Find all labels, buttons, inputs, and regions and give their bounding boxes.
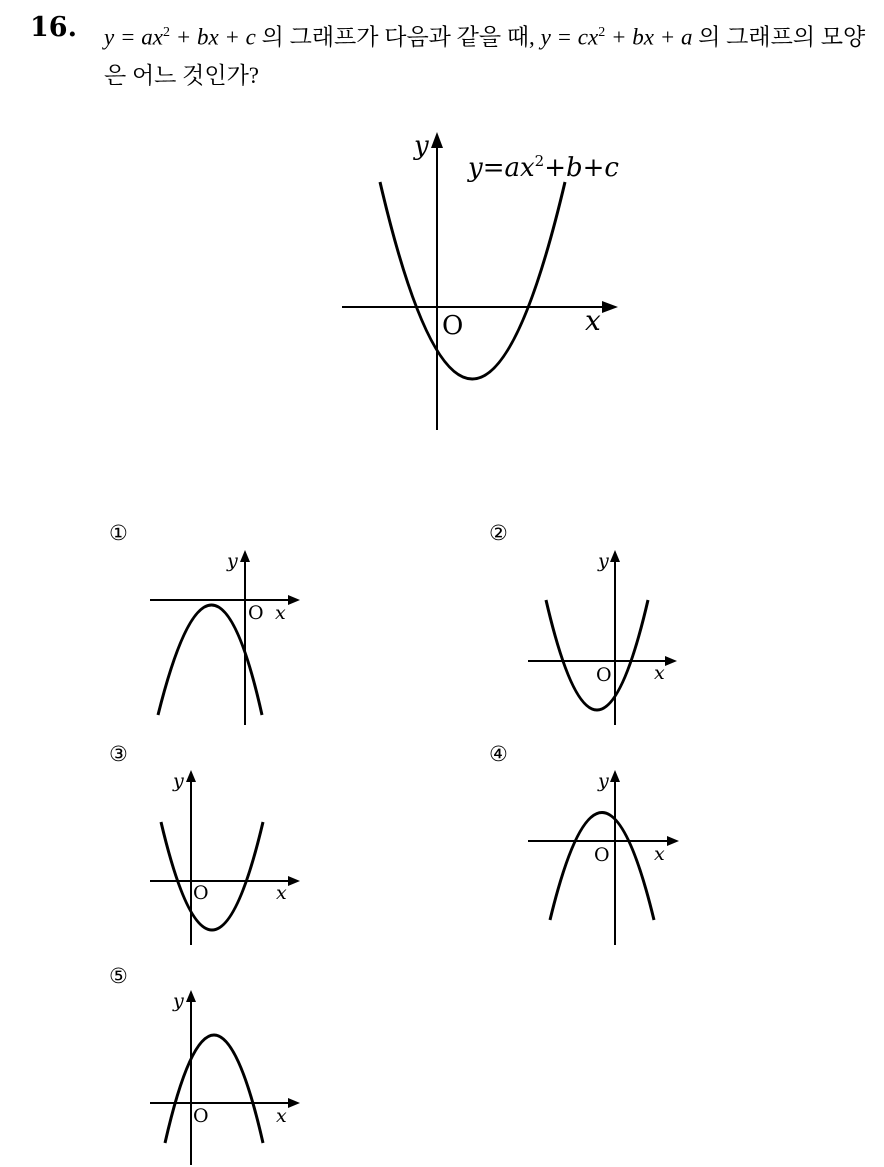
choice-1-graph[interactable] [145, 545, 310, 730]
main-y-arrow [431, 132, 443, 148]
choice-1-label[interactable]: ① [109, 521, 128, 545]
choice-3-origin-label: O [193, 882, 209, 904]
choice-1-origin-label: O [248, 602, 264, 624]
choice-4-origin-label: O [594, 844, 610, 866]
main-origin-label: O [442, 311, 464, 341]
choice-4-parabola [550, 813, 654, 921]
main-y-label: y [414, 131, 429, 161]
choice-3-label[interactable]: ③ [109, 742, 128, 766]
choice-3-x-label: x [276, 882, 287, 904]
choice-1-y-arrow [240, 550, 250, 562]
main-curve-label-tail: +b+c [544, 153, 619, 183]
choice-2-y-arrow [610, 550, 620, 562]
choice-2-parabola [546, 600, 648, 710]
equation-1: y = ax [104, 24, 163, 50]
choice-3-y-arrow [186, 770, 196, 782]
main-x-arrow [602, 301, 618, 313]
main-graph [330, 120, 650, 440]
choice-5-label[interactable]: ⑤ [109, 964, 128, 988]
choice-3-y-label: y [173, 770, 184, 792]
choice-3-parabola [161, 822, 263, 930]
choice-4-graph[interactable] [520, 765, 690, 950]
choice-5-graph[interactable] [145, 985, 310, 1167]
equation-2-exponent: 2 [598, 25, 606, 40]
choice-5-x-label: x [276, 1105, 287, 1127]
choice-5-y-arrow [186, 990, 196, 1002]
choice-2-origin-label: O [596, 664, 612, 686]
choice-2-graph[interactable] [520, 545, 685, 730]
equation-2: y = cx [540, 24, 599, 50]
main-parabola [380, 182, 565, 379]
choice-5-parabola [165, 1035, 263, 1143]
main-x-label: x [585, 304, 601, 337]
question-stem [104, 14, 874, 95]
choice-5-y-label: y [173, 990, 184, 1012]
stem-middle-text: 의 그래프가 다음과 같을 때, [255, 24, 541, 50]
choice-2-y-label: y [598, 550, 609, 572]
choice-1-parabola [158, 605, 262, 715]
choice-4-x-arrow [667, 836, 679, 846]
choice-5-origin-label: O [193, 1105, 209, 1127]
choice-1-y-label: y [227, 550, 238, 572]
choice-4-y-label: y [598, 770, 609, 792]
choice-2-x-label: x [654, 662, 665, 684]
choice-1-x-label: x [275, 602, 286, 624]
equation-1-tail: + bx + c [169, 24, 256, 50]
choice-2-x-arrow [665, 656, 677, 666]
equation-2-tail: + bx + a [605, 24, 693, 50]
stem-end-text: 의 그래프의 모양은 어느 것인가? [104, 24, 866, 88]
choice-2-label[interactable]: ② [489, 521, 508, 545]
choice-3-graph[interactable] [145, 765, 310, 950]
question-number: 16. [30, 12, 77, 43]
main-curve-label [467, 152, 619, 183]
choice-4-x-label: x [654, 843, 665, 865]
choice-5-x-arrow [288, 1098, 300, 1108]
main-curve-label-head: y=ax [468, 153, 535, 183]
choice-4-label[interactable]: ④ [489, 742, 508, 766]
choice-1-x-arrow [288, 595, 300, 605]
choice-4-y-arrow [610, 770, 620, 782]
equation-1-exponent: 2 [162, 25, 170, 40]
choice-3-x-arrow [288, 876, 300, 886]
main-curve-label-exp: 2 [534, 152, 545, 170]
